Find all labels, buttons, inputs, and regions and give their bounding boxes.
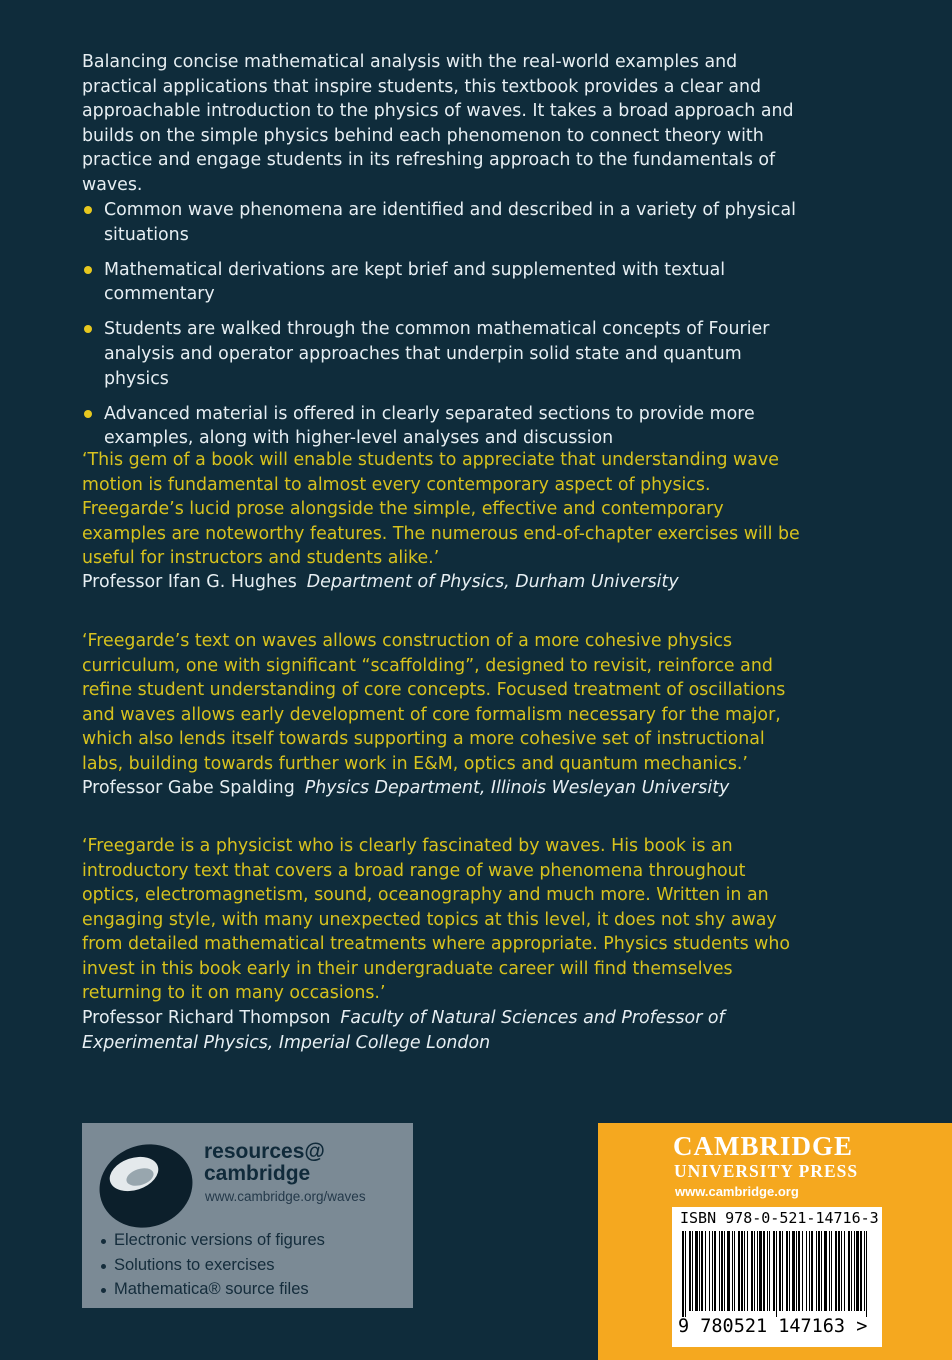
barcode-box: [672, 1207, 882, 1347]
resources-logo-icon: [94, 1137, 196, 1229]
barcode-bar: [773, 1231, 775, 1311]
barcode-bar: [689, 1231, 691, 1311]
barcode-bar: [744, 1231, 745, 1311]
bullet-icon: [84, 410, 92, 418]
bullet-icon: [101, 1264, 106, 1269]
barcode-bar: [798, 1231, 800, 1311]
barcode-bar: [751, 1231, 753, 1311]
reviewer-name: Professor Gabe Spalding: [82, 778, 295, 798]
bullet-icon: [84, 325, 92, 333]
barcode-bar: [779, 1231, 781, 1311]
barcode-bar: [796, 1231, 797, 1311]
barcode-bar: [838, 1231, 840, 1311]
barcode-bar: [701, 1231, 703, 1311]
barcode-bar: [705, 1231, 706, 1311]
barcode-bar: [754, 1231, 755, 1311]
publisher-subtitle: UNIVERSITY PRESS: [674, 1161, 859, 1181]
feature-text: Common wave phenomena are identified and described in a variety of physical situations: [104, 200, 796, 245]
barcode-bar: [712, 1231, 713, 1311]
resources-item: Electronic versions of figures: [100, 1228, 325, 1253]
feature-item: [82, 402, 802, 451]
review-quote-1: ‘This gem of a book will enable students to appreciate that understanding wave motion is fundamental to almost every contemporary aspect of physics. Freegarde’s lucid prose alongside the simple, effective and contemporary examples are noteworthy features. The numerous end-of-chapter exercises will be useful for instructors and students alike.’: [82, 450, 800, 568]
barcode-bar: [763, 1231, 765, 1311]
bullet-icon: [101, 1239, 106, 1244]
review-attribution-3: [82, 1006, 812, 1055]
barcode-digits: 9 780521 147163 >: [678, 1316, 868, 1337]
barcode-bar: [789, 1231, 790, 1311]
barcode-bar: [854, 1231, 855, 1311]
barcode-bar: [818, 1231, 820, 1311]
barcode-bar: [759, 1231, 762, 1311]
isbn-label: ISBN 978-0-521-14716-3: [680, 1209, 879, 1227]
barcode-bar: [692, 1231, 693, 1311]
resources-item: Solutions to exercises: [100, 1253, 325, 1278]
feature-item: [82, 198, 802, 247]
barcode-bar: [824, 1231, 827, 1311]
review-attribution-1: [82, 570, 812, 595]
barcode-bar: [811, 1231, 813, 1311]
barcode-bar: [682, 1231, 684, 1317]
resources-item: Mathematica® source files: [100, 1277, 325, 1302]
barcode-bar: [709, 1231, 710, 1311]
review-attribution-2: [82, 776, 812, 801]
barcode-bar: [724, 1231, 725, 1311]
barcode-bar: [714, 1231, 716, 1311]
reviewer-affiliation: Department of Physics, Durham University: [306, 572, 679, 592]
barcode-image: [680, 1231, 874, 1317]
barcode-bar: [747, 1231, 748, 1311]
barcode-bar: [831, 1231, 832, 1311]
barcode-bar: [806, 1231, 807, 1311]
barcode-bar: [782, 1231, 783, 1311]
resources-list: [100, 1228, 325, 1302]
barcode-bar: [841, 1231, 842, 1311]
barcode-bar: [860, 1231, 862, 1311]
barcode-bar: [829, 1231, 830, 1311]
barcode-bar: [776, 1231, 777, 1317]
barcode-bar: [802, 1231, 803, 1311]
feature-text: Mathematical derivations are kept brief and supplemented with textual commentary: [104, 259, 726, 305]
reviewer-name: Professor Richard Thompson: [82, 1008, 331, 1028]
resources-url: www.cambridge.org/waves: [205, 1189, 366, 1204]
barcode-bar: [866, 1231, 867, 1317]
barcode-bar: [685, 1231, 686, 1317]
publisher-name: CAMBRIDGE: [673, 1131, 854, 1161]
feature-text: Advanced material is offered in clearly separated sections to provide more examples, along with higher-level analyses and discussion: [104, 403, 755, 449]
feature-list: [82, 198, 802, 461]
barcode-bar: [835, 1231, 837, 1311]
barcode-bar: [844, 1231, 845, 1311]
reviewer-affiliation: Faculty of Natural Sciences and Professor of Experimental Physics, Imperial College London: [82, 1008, 725, 1053]
review-quote-2: ‘Freegarde’s text on waves allows construction of a more cohesive physics curriculum, one with significant “scaffolding”, designed to revisit, reinforce and refine student understanding of core concepts. Focused treatment of oscillations and waves allows early development of core formalism necessary for the major, which also lends itself towards supporting a more cohesive set of instructional labs, building towards further work in E&M, optics and quantum mechanics.’: [82, 631, 786, 774]
publisher-url: www.cambridge.org: [675, 1184, 799, 1199]
bullet-icon: [84, 266, 92, 274]
feature-item: [82, 258, 802, 307]
barcode-bar: [727, 1231, 730, 1311]
feature-item: [82, 317, 802, 391]
barcode-bar: [769, 1231, 770, 1311]
barcode-bar: [809, 1231, 810, 1311]
barcode-bar: [721, 1231, 723, 1311]
barcode-bar: [786, 1231, 788, 1311]
barcode-bar: [864, 1231, 865, 1311]
review-quote-3: ‘Freegarde is a physicist who is clearly fascinated by waves. His book is an introductory text that covers a broad range of wave phenomena throughout optics, electromagnetism, sound, oceanography and much more. Written in an engaging style, with many unexpected topics at this level, it does not shy away from detailed mathematical treatments where appropriate. Physics students who invest in this book early in their undergraduate career will find themselves returning to it on many occasions.’: [82, 836, 791, 1003]
reviewer-name: Professor Ifan G. Hughes: [82, 572, 297, 592]
barcode-bar: [821, 1231, 822, 1311]
barcode-bar: [816, 1231, 817, 1311]
barcode-bar: [856, 1231, 859, 1311]
reviewer-affiliation: Physics Department, Illinois Wesleyan University: [304, 778, 730, 798]
intro-paragraph: Balancing concise mathematical analysis with the real-world examples and practical applications that inspire students, this textbook provides a clear and approachable introduction to the physics of waves. It takes a broad approach and builds on the simple physics behind each phenomenon to connect theory with practice and engage students in its refreshing approach to the fundamentals of waves.: [82, 52, 794, 195]
resources-box: [82, 1123, 413, 1308]
barcode-bar: [741, 1231, 743, 1311]
barcode-bar: [851, 1231, 852, 1311]
barcode-bar: [732, 1231, 733, 1311]
barcode-bar: [757, 1231, 758, 1311]
barcode-bar: [738, 1231, 740, 1311]
barcode-bar: [767, 1231, 768, 1311]
publisher-panel: [598, 1123, 952, 1360]
bullet-icon: [84, 206, 92, 214]
barcode-bar: [695, 1231, 698, 1311]
resources-title: resources@ cambridge: [204, 1140, 325, 1185]
barcode-bar: [792, 1231, 795, 1311]
barcode-bar: [719, 1231, 720, 1311]
barcode-bar: [734, 1231, 735, 1311]
feature-text: Students are walked through the common mathematical concepts of Fourier analysis and operator approaches that underpin solid state and quantum physics: [104, 319, 770, 389]
barcode-bar: [848, 1231, 850, 1311]
bullet-icon: [101, 1288, 106, 1293]
barcode-bar: [699, 1231, 700, 1311]
